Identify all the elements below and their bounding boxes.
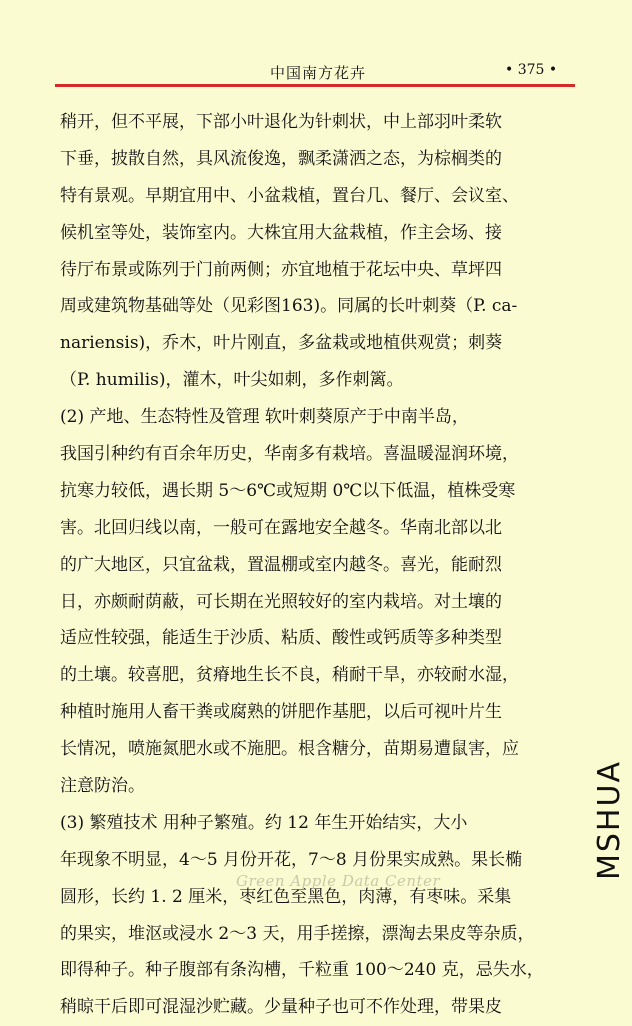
page-number: • 375 • [505, 62, 558, 78]
text-line: 注意防治。 [60, 776, 145, 797]
text-line: 的广大地区，只宜盆栽，置温棚或室内越冬。喜光，能耐烈 [60, 554, 502, 575]
text-line: 种植时施用人畜干粪或腐熟的饼肥作基肥，以后可视叶片生 [60, 702, 502, 723]
text-line: 圆形，长约 1. 2 厘米，枣红色至黑色，肉薄，有枣味。采集 [60, 886, 512, 907]
text-line: 待厅布景或陈列于门前两侧；亦宜地植于花坛中央、草坪四 [60, 259, 502, 280]
text-line: 日，亦颇耐荫蔽，可长期在光照较好的室内栽培。对土壤的 [60, 591, 502, 612]
text-line: (2) 产地、生态特性及管理 软叶刺葵原产于中南半岛， [60, 407, 469, 428]
text-line: (3) 繁殖技术 用种子繁殖。约 12 年生开始结实，大小 [60, 812, 468, 833]
text-line: 稍开，但不平展，下部小叶退化为针刺状，中上部羽叶柔软 [60, 112, 502, 132]
text-line: 长情况，喷施氮肥水或不施肥。根含糖分，苗期易遭鼠害，应 [60, 739, 519, 760]
running-header [0, 62, 632, 86]
text-line: 适应性较强，能适生于沙质、粘质、酸性或钙质等多种类型 [60, 628, 502, 649]
running-header-title: 中国南方花卉 [270, 64, 367, 82]
text-line: 稍晾干后即可混湿沙贮藏。少量种子也可不作处理，带果皮 [60, 997, 502, 1018]
text-line: （P. humilis)，灌木，叶尖如刺，多作刺篱。 [60, 370, 404, 391]
text-line: 周或建筑物基础等处（见彩图163)。同属的长叶刺葵（P. ca- [60, 296, 518, 317]
text-line: 年现象不明显，4～5 月份开花，7～8 月份果实成熟。果长椭 [60, 849, 523, 870]
watermark: Green Apple Data Center [236, 872, 441, 890]
text-line: 害。北回归线以南，一般可在露地安全越冬。华南北部以北 [60, 517, 502, 538]
text-line: 候机室等处，装饰室内。大株宜用大盆栽植，作主会场、接 [60, 222, 502, 243]
text-line: 的土壤。较喜肥，贫瘠地生长不良，稍耐干旱，亦较耐水湿， [60, 665, 519, 686]
text-line: 抗寒力较低，遇长期 5～6℃或短期 0℃以下低温，植株受寒 [60, 480, 516, 501]
side-watermark: MSHUA [592, 760, 627, 880]
text-line: 即得种子。种子腹部有条沟槽，千粒重 100～240 克，忌失水， [60, 960, 544, 981]
text-line: 下垂，披散自然，具风流俊逸，飘柔潇洒之态，为棕榈类的 [60, 148, 502, 169]
text-line: 特有景观。早期宜用中、小盆栽植，置台几、餐厅、会议室、 [60, 185, 519, 206]
header-rule [55, 84, 575, 87]
text-line: 我国引种约有百余年历史，华南多有栽培。喜温暖湿润环境， [60, 444, 519, 465]
text-line: 的果实，堆沤或浸水 2～3 天，用手搓擦，漂淘去果皮等杂质， [60, 923, 535, 944]
text-line: nariensis)，乔木，叶片刚直，多盆栽或地植供观赏；刺葵 [60, 333, 503, 354]
